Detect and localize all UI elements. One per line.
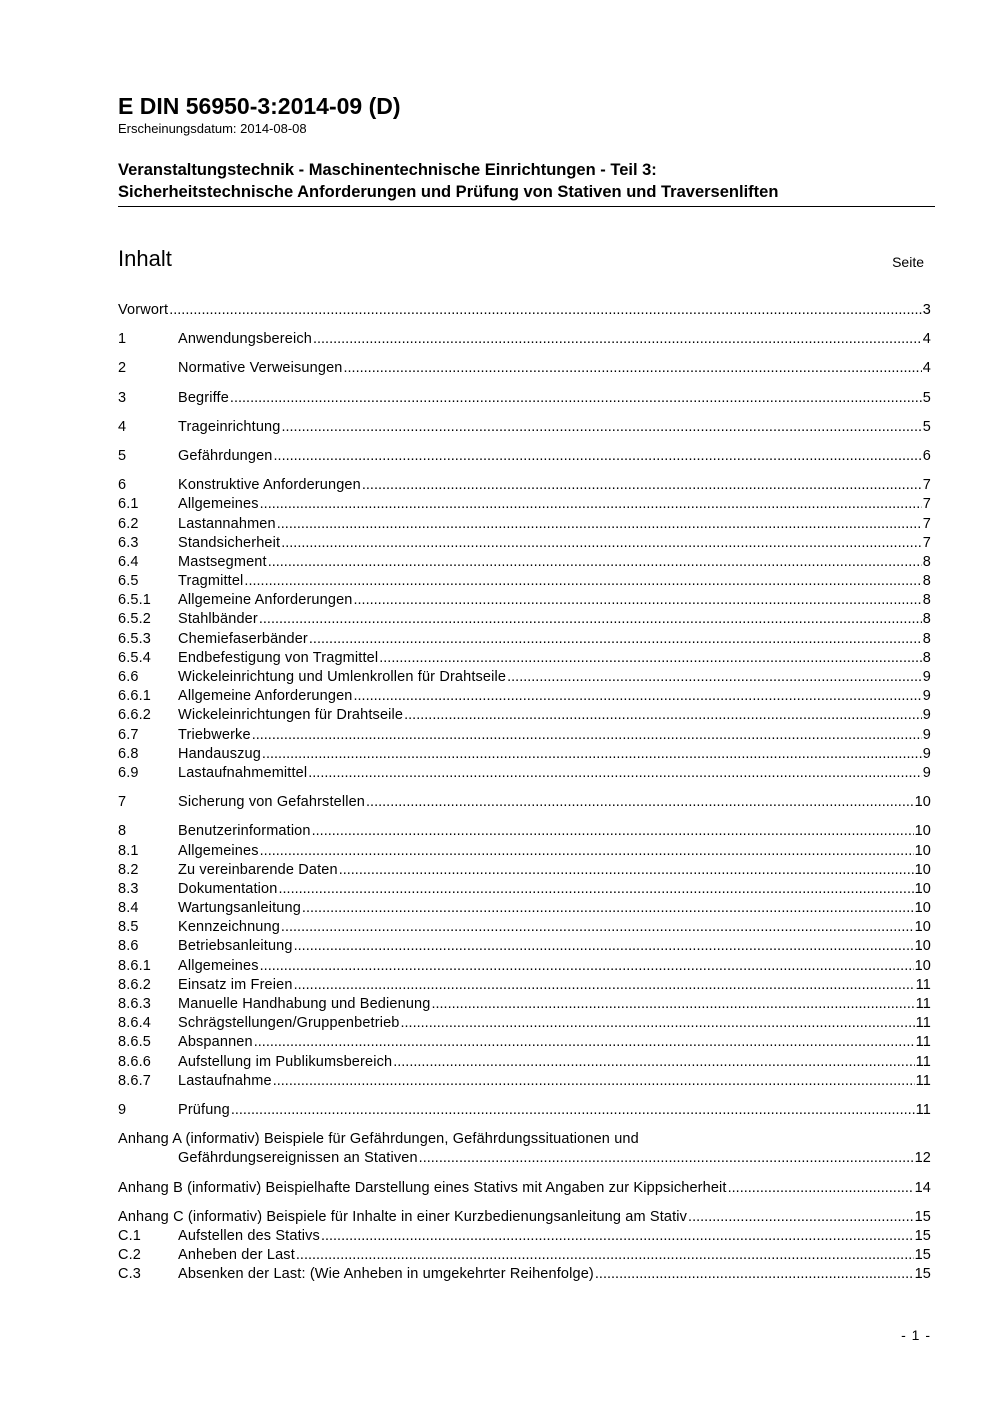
toc-entry[interactable] — [118, 389, 931, 408]
toc-entry[interactable] — [118, 1101, 931, 1120]
toc-entry[interactable] — [118, 842, 931, 861]
toc-entry-page: 8 — [922, 630, 931, 647]
toc-entry-number: 8.6.6 — [118, 1053, 151, 1070]
toc-entry-title: Endbefestigung von Tragmittel — [178, 649, 379, 666]
toc-entry-number: 6.5.4 — [118, 649, 151, 666]
toc-leader-dots — [393, 1053, 914, 1072]
toc-entry-number: 4 — [118, 418, 127, 435]
toc-leader-dots — [312, 822, 914, 841]
table-of-contents — [118, 301, 931, 1284]
document-subtitle — [118, 159, 938, 203]
toc-entry-number: 8.6.5 — [118, 1034, 151, 1051]
toc-leader-dots — [507, 668, 922, 687]
toc-leader-dots — [278, 880, 913, 899]
toc-leader-dots — [321, 1227, 914, 1246]
toc-entry-number: 6.5.2 — [118, 611, 151, 628]
toc-entry-page: 11 — [915, 976, 931, 993]
toc-leader-dots — [262, 745, 922, 764]
toc-entry[interactable] — [118, 957, 931, 976]
toc-entry-page: 14 — [914, 1179, 931, 1196]
toc-entry-number: 8 — [118, 823, 127, 840]
toc-leader-dots — [281, 418, 921, 437]
toc-entry-number: 6.6.1 — [118, 688, 151, 705]
toc-entry-number: 6.1 — [118, 496, 139, 513]
toc-entry-title: Vorwort — [118, 302, 169, 318]
toc-entry[interactable] — [118, 668, 931, 687]
toc-entry-number: 6.6 — [118, 669, 139, 685]
toc-entry-page: 4 — [922, 331, 931, 348]
toc-entry[interactable] — [118, 447, 931, 466]
toc-entry-number: 5 — [118, 447, 127, 464]
toc-entry[interactable] — [118, 687, 931, 706]
toc-entry[interactable] — [118, 1227, 931, 1246]
toc-entry-page: 9 — [922, 707, 931, 724]
toc-entry-page: 11 — [915, 1072, 931, 1089]
toc-entry-title: Gefährdungen — [178, 447, 273, 464]
toc-entry-number: 8.5 — [118, 919, 139, 936]
toc-entry-page: 9 — [922, 726, 931, 743]
toc-leader-dots — [688, 1208, 914, 1227]
toc-leader-dots — [294, 976, 915, 995]
toc-entry-page: 10 — [914, 842, 931, 859]
toc-leader-dots — [431, 995, 914, 1014]
toc-entry-number: 6.4 — [118, 553, 139, 570]
toc-entry[interactable] — [118, 301, 931, 320]
toc-entry-title: Aufstellung im Publikumsbereich — [178, 1053, 393, 1070]
title-divider — [118, 206, 935, 207]
toc-entry[interactable] — [118, 1072, 931, 1091]
toc-entry-title: Allgemeines — [178, 496, 259, 513]
toc-leader-dots — [281, 918, 914, 937]
toc-leader-dots — [169, 301, 922, 320]
toc-leader-dots — [728, 1179, 914, 1198]
toc-entry[interactable] — [118, 861, 931, 880]
toc-entry-annex-c[interactable] — [118, 1208, 931, 1227]
toc-entry-number: 3 — [118, 389, 127, 406]
subtitle-line-2: Sicherheitstechnische Anforderungen und Prüfung von Stativen und Traversenliften — [118, 183, 779, 201]
toc-heading: Inhalt — [118, 246, 172, 271]
toc-entry-title: Gefährdungsereignissen an Stativen — [178, 1150, 418, 1167]
toc-leader-dots — [277, 515, 922, 534]
toc-leader-dots — [268, 553, 922, 572]
toc-entry-page: 11 — [915, 996, 931, 1012]
toc-entry-number: 6.6.2 — [118, 707, 151, 724]
toc-leader-dots — [366, 793, 914, 812]
toc-entry[interactable] — [118, 553, 931, 572]
toc-entry-page: 10 — [914, 794, 931, 811]
toc-entry[interactable] — [118, 822, 931, 841]
toc-entry-page: 11 — [915, 1015, 931, 1032]
toc-entry[interactable] — [118, 610, 931, 629]
toc-leader-dots — [274, 447, 922, 466]
toc-entry-page: 10 — [914, 957, 931, 974]
toc-leader-dots — [260, 842, 914, 861]
toc-entry-title: Anwendungsbereich — [178, 331, 312, 348]
toc-entry-number: 1 — [118, 331, 127, 348]
toc-entry-number: 6.3 — [118, 534, 139, 551]
toc-leader-dots — [344, 359, 922, 378]
toc-leader-dots — [404, 706, 922, 725]
toc-entry[interactable] — [118, 995, 931, 1014]
toc-entry[interactable] — [118, 706, 931, 725]
toc-entry[interactable] — [118, 1014, 931, 1033]
toc-entry-page: 7 — [922, 496, 931, 513]
toc-entry-title: Anheben der Last — [178, 1247, 295, 1264]
toc-entry[interactable] — [118, 918, 931, 937]
toc-entry-title: Aufstellen des Stativs — [178, 1227, 320, 1244]
toc-leader-dots — [419, 1149, 914, 1168]
toc-entry-title: Triebwerke — [178, 726, 251, 743]
toc-entry-page: 15 — [914, 1266, 931, 1283]
toc-entry[interactable] — [118, 880, 931, 899]
toc-entry-number: 2 — [118, 360, 127, 377]
toc-entry-title: Wickeleinrichtungen für Drahtseile — [178, 707, 404, 724]
toc-entry-title: Abspannen — [178, 1034, 253, 1051]
toc-entry-number: 8.6.1 — [118, 957, 151, 974]
toc-leader-dots — [302, 899, 914, 918]
toc-entry[interactable] — [118, 1033, 931, 1052]
toc-leader-dots — [379, 649, 922, 668]
toc-entry-title: Lastaufnahme — [178, 1072, 272, 1089]
toc-entry-page: 3 — [922, 302, 931, 318]
page-number: - 1 - — [901, 1327, 931, 1343]
toc-leader-dots — [260, 957, 914, 976]
toc-entry[interactable] — [118, 418, 931, 437]
toc-entry-page: 10 — [914, 823, 931, 840]
toc-entry-annex-a[interactable] — [118, 1130, 931, 1168]
toc-leader-dots — [362, 476, 922, 495]
toc-entry-page: 9 — [922, 688, 931, 705]
toc-entry-page: 10 — [914, 880, 931, 897]
toc-entry-title: Allgemeine Anforderungen — [178, 592, 353, 609]
publication-date: Erscheinungsdatum: 2014-08-08 — [118, 121, 307, 136]
toc-entry-title: Anhang B (informativ) Beispielhafte Darstellung eines Stativs mit Angaben zur Kippsicherheit — [118, 1179, 727, 1196]
toc-entry-title: Allgemeines — [178, 957, 259, 974]
toc-entry[interactable] — [118, 764, 931, 783]
toc-entry-number: 8.4 — [118, 900, 139, 917]
toc-entry-title: Chemiefaserbänder — [178, 630, 308, 647]
toc-entry-number: 8.6.4 — [118, 1015, 151, 1032]
toc-page-column-label: Seite — [892, 254, 924, 270]
toc-leader-dots — [230, 389, 922, 408]
toc-leader-dots — [354, 687, 922, 706]
toc-entry[interactable] — [118, 515, 931, 534]
toc-entry-page: 7 — [922, 515, 931, 532]
toc-entry-number: 8.2 — [118, 861, 139, 878]
toc-entry-page: 11 — [915, 1053, 931, 1070]
toc-entry-title: Konstruktive Anforderungen — [178, 477, 361, 494]
toc-entry[interactable] — [118, 591, 931, 610]
toc-entry-title: Prüfung — [178, 1101, 230, 1118]
toc-leader-dots — [260, 495, 922, 514]
toc-entry-number: 6.2 — [118, 515, 139, 532]
toc-entry-page: 9 — [922, 745, 931, 762]
toc-entry-page: 15 — [914, 1208, 931, 1225]
toc-entry-number: 8.6 — [118, 938, 139, 955]
toc-entry-number: 9 — [118, 1101, 127, 1118]
toc-entry-title: Kennzeichnung — [178, 919, 280, 936]
toc-entry-page: 15 — [914, 1227, 931, 1244]
toc-leader-dots — [244, 572, 921, 591]
toc-entry[interactable] — [118, 793, 931, 812]
toc-entry-title: Standsicherheit — [178, 534, 281, 551]
toc-entry[interactable] — [118, 899, 931, 918]
toc-entry-page: 12 — [914, 1150, 931, 1167]
toc-entry-title: Betriebsanleitung — [178, 938, 293, 955]
toc-entry-number: 8.3 — [118, 880, 139, 897]
toc-entry-number: 8.6.7 — [118, 1072, 151, 1089]
toc-entry-page: 8 — [922, 649, 931, 666]
toc-entry-page: 10 — [914, 900, 931, 917]
toc-entry[interactable] — [118, 630, 931, 649]
toc-entry-page: 9 — [922, 764, 931, 781]
toc-entry-title: Wickeleinrichtung und Umlenkrollen für Drahtseile — [178, 669, 507, 685]
toc-entry-page: 6 — [922, 447, 931, 464]
toc-entry-number: C.1 — [118, 1227, 142, 1244]
toc-entry-title: Anhang C (informativ) Beispiele für Inhalte in einer Kurzbedienungsanleitung am Stativ — [118, 1208, 688, 1225]
toc-entry-number: 6.5 — [118, 573, 139, 590]
toc-entry[interactable] — [118, 726, 931, 745]
toc-entry[interactable] — [118, 649, 931, 668]
toc-entry-page: 5 — [922, 389, 931, 406]
toc-entry-title: Trageinrichtung — [178, 418, 281, 435]
toc-leader-dots — [254, 1033, 915, 1052]
toc-entry-title: Schrägstellungen/Gruppenbetrieb — [178, 1015, 400, 1032]
toc-entry[interactable] — [118, 745, 931, 764]
toc-entry-page: 10 — [914, 919, 931, 936]
toc-entry[interactable] — [118, 937, 931, 956]
toc-entry-page: 4 — [922, 360, 931, 377]
toc-entry-title: Manuelle Handhabung und Bedienung — [178, 996, 431, 1012]
toc-entry[interactable] — [118, 330, 931, 349]
toc-entry-number: 6.5.3 — [118, 630, 151, 647]
toc-leader-dots — [273, 1072, 915, 1091]
toc-leader-dots — [313, 330, 922, 349]
toc-entry[interactable] — [118, 534, 931, 553]
toc-entry-title: Handauszug — [178, 745, 261, 762]
toc-entry-number: 6.9 — [118, 764, 139, 781]
toc-entry-number: C.2 — [118, 1247, 142, 1264]
toc-entry-number: 8.6.2 — [118, 976, 151, 993]
toc-entry-page: 9 — [922, 669, 931, 685]
toc-entry-page: 8 — [922, 553, 931, 570]
toc-leader-dots — [252, 726, 922, 745]
toc-entry-page: 8 — [922, 592, 931, 609]
toc-entry-title: Wartungsanleitung — [178, 900, 301, 917]
toc-entry-number: 6.5.1 — [118, 592, 151, 609]
toc-entry[interactable] — [118, 1053, 931, 1072]
toc-entry-title: Mastsegment — [178, 553, 267, 570]
toc-entry[interactable] — [118, 572, 931, 591]
toc-entry-title: Begriffe — [178, 389, 229, 406]
toc-entry-page: 7 — [922, 477, 931, 494]
toc-leader-dots — [595, 1265, 914, 1284]
toc-entry-page: 8 — [922, 611, 931, 628]
toc-entry-number: 6.8 — [118, 745, 139, 762]
toc-entry-title: Anhang A (informativ) Beispiele für Gefährdungen, Gefährdungssituationen und — [118, 1131, 639, 1148]
toc-entry-title: Stahlbänder — [178, 611, 258, 628]
toc-entry-page: 10 — [914, 861, 931, 878]
toc-entry-page: 10 — [914, 938, 931, 955]
toc-entry[interactable] — [118, 359, 931, 378]
toc-entry-number: 7 — [118, 794, 127, 811]
toc-leader-dots — [309, 630, 922, 649]
toc-entry[interactable] — [118, 1246, 931, 1265]
toc-entry-title: Tragmittel — [178, 573, 244, 590]
toc-leader-dots — [231, 1101, 915, 1120]
toc-entry-title: Absenken der Last: (Wie Anheben in umgekehrter Reihenfolge) — [178, 1266, 594, 1283]
toc-entry-number: 8.6.3 — [118, 996, 151, 1012]
toc-leader-dots — [401, 1014, 915, 1033]
toc-entry-title: Lastaufnahmemittel — [178, 764, 308, 781]
toc-entry-title: Benutzerinformation — [178, 823, 311, 840]
toc-entry-title: Allgemeine Anforderungen — [178, 688, 353, 705]
toc-leader-dots — [281, 534, 922, 553]
toc-entry[interactable] — [118, 495, 931, 514]
toc-entry-number: 6 — [118, 477, 127, 494]
toc-entry-page: 11 — [915, 1101, 931, 1118]
toc-leader-dots — [354, 591, 922, 610]
toc-entry-title: Zu vereinbarende Daten — [178, 861, 338, 878]
document-title: E DIN 56950-3:2014-09 (D) — [118, 93, 401, 119]
toc-leader-dots — [308, 764, 922, 783]
toc-entry-annex-b[interactable] — [118, 1179, 931, 1198]
toc-entry[interactable] — [118, 1265, 931, 1284]
toc-entry-page: 8 — [922, 573, 931, 590]
toc-leader-dots — [259, 610, 922, 629]
toc-entry-page: 11 — [915, 1034, 931, 1051]
toc-leader-dots — [294, 937, 914, 956]
subtitle-line-1: Veranstaltungstechnik - Maschinentechnische Einrichtungen - Teil 3: — [118, 161, 657, 179]
toc-leader-dots — [296, 1246, 914, 1265]
toc-entry-number: 6.7 — [118, 726, 139, 743]
toc-entry-page: 5 — [922, 418, 931, 435]
toc-entry[interactable] — [118, 976, 931, 995]
toc-entry-title: Dokumentation — [178, 880, 278, 897]
toc-entry-title: Allgemeines — [178, 842, 259, 859]
toc-entry-page: 7 — [922, 534, 931, 551]
toc-entry-title: Normative Verweisungen — [178, 360, 343, 377]
toc-entry-title: Einsatz im Freien — [178, 976, 293, 993]
toc-entry[interactable] — [118, 476, 931, 495]
toc-entry-number: 8.1 — [118, 842, 139, 859]
toc-entry-title: Sicherung von Gefahrstellen — [178, 794, 366, 811]
toc-entry-title: Lastannahmen — [178, 515, 276, 532]
toc-leader-dots — [339, 861, 914, 880]
toc-entry-number: C.3 — [118, 1266, 142, 1283]
toc-entry-page: 15 — [914, 1247, 931, 1264]
